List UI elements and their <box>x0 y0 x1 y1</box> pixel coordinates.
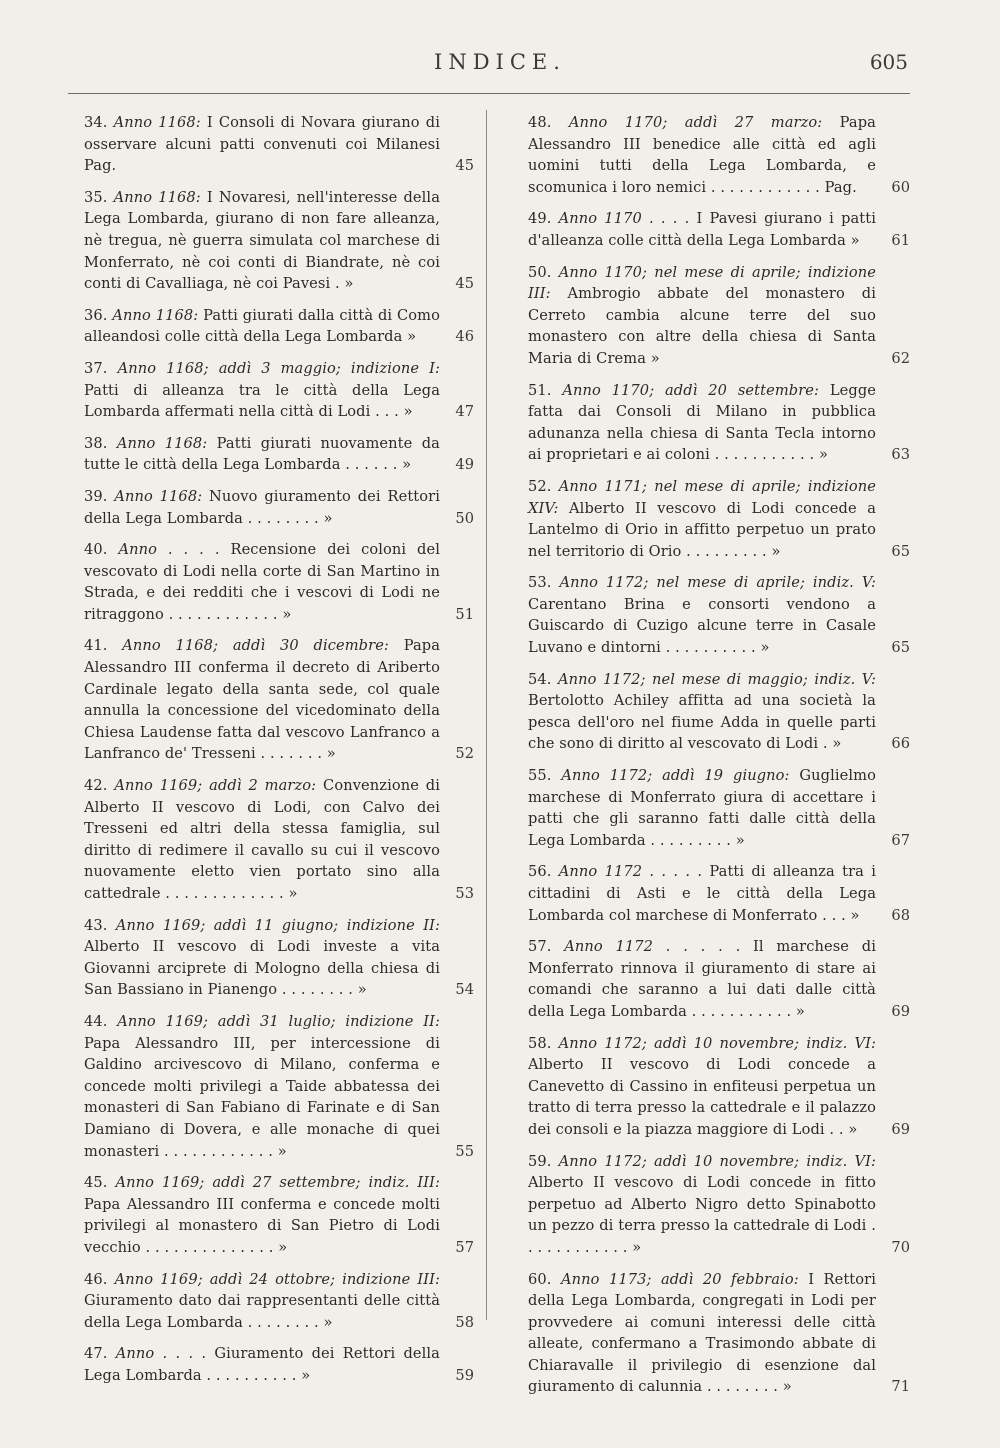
entry-date-heading: Anno . . . . <box>118 541 220 559</box>
entry-text <box>84 486 474 529</box>
entry-text <box>528 669 910 755</box>
index-entry <box>84 635 474 765</box>
entry-date-heading: Anno 1169; addì 31 luglio; indizione II: <box>117 1012 440 1030</box>
left-column <box>84 112 474 1396</box>
entry-text <box>84 539 474 625</box>
entry-page-number: 58 <box>455 1313 474 1331</box>
index-entry <box>84 1269 474 1334</box>
entry-number: 41. <box>84 637 108 655</box>
entry-number: 51. <box>528 381 552 399</box>
entry-description: Papa Alessandro III conferma e concede molti privilegi al monastero di San Pietro di Lodi vecchio . . . . . . . . . . . . . . » <box>84 1195 440 1256</box>
index-entry <box>84 1011 474 1162</box>
entry-description: Patti di alleanza tra le città della Lega Lombarda affermati nella città di Lodi . . . » <box>84 381 440 421</box>
entry-date-heading: Anno 1168: <box>113 188 201 206</box>
entry-text <box>84 305 474 348</box>
entry-page-number: 63 <box>891 446 910 464</box>
entry-description: Papa Alessandro III conferma il decreto di Ariberto Cardinale legato della santa sede, col quale annulla la concessione del vicedominato della Chiesa Laudense fatta dal vescovo Lanfranco a Lanfranco de' Tresseni . . . . . . . » <box>84 637 441 763</box>
entry-description: I Rettori della Lega Lombarda, congregati in Lodi per provvedere ai comuni interessi delle città alleate, confermano a Trasimondo abbate di Chiaravalle il privilegio di esenzione dal giuramento di calunnia . . . . . . . . » <box>528 1270 876 1396</box>
entry-page-number: 49 <box>455 456 474 474</box>
entry-page-number: 53 <box>455 885 474 902</box>
entry-description: Patti di alleanza tra i cittadini di Asti e le città della Lega Lombarda col marchese di Monferrato . . . » <box>528 863 876 924</box>
entry-number: 56. <box>528 863 552 881</box>
index-entry <box>84 1172 474 1258</box>
entry-page-number: 69 <box>891 1002 910 1020</box>
index-entry <box>84 915 474 1001</box>
entry-text <box>528 476 910 562</box>
index-entry <box>84 112 474 177</box>
entry-text <box>84 1172 474 1258</box>
entry-page-number: 70 <box>891 1238 910 1256</box>
entry-text <box>84 1343 474 1386</box>
header-rule <box>68 93 910 94</box>
entry-number: 38. <box>84 434 108 452</box>
entry-page-number: 52 <box>455 745 474 763</box>
entry-page-number: 46 <box>455 328 474 346</box>
entry-number: 58. <box>528 1034 552 1052</box>
entry-text <box>528 765 910 851</box>
entry-text <box>84 1269 474 1334</box>
entry-number: 37. <box>84 359 108 377</box>
entry-number: 39. <box>84 487 108 505</box>
index-entry <box>84 187 474 295</box>
entry-date-heading: Anno 1169; addì 24 ottobre; indizione III: <box>114 1270 440 1288</box>
entry-date-heading: Anno 1168: <box>113 114 201 131</box>
entry-date-heading: Anno 1168: <box>112 306 199 324</box>
entry-number: 45. <box>84 1174 108 1192</box>
index-entry <box>528 262 910 370</box>
entry-page-number: 67 <box>891 831 910 849</box>
entry-number: 46. <box>84 1270 108 1288</box>
entry-description: I Pavesi giurano i patti d'alleanza colle città della Lega Lombarda » <box>528 210 877 249</box>
entry-text <box>84 1011 474 1162</box>
index-entry <box>528 861 910 926</box>
entry-page-number: 45 <box>455 275 474 293</box>
entry-text <box>528 572 910 658</box>
entry-text <box>84 358 474 423</box>
index-entry <box>528 380 910 466</box>
entry-page-number: 65 <box>891 542 910 560</box>
entry-description: Patti giurati dalla città di Como alleandosi colle città della Lega Lombarda » <box>84 306 441 346</box>
entry-page-number: 47 <box>455 403 474 421</box>
entry-text <box>528 1033 910 1141</box>
entry-date-heading: Anno 1170 . . . . <box>558 210 690 228</box>
entry-number: 49. <box>528 210 552 228</box>
entry-description: Alberto II vescovo di Lodi investe a vita Giovanni arciprete di Mologno della chiesa di San Bassiano in Pianengo . . . . . . . . » <box>84 938 440 999</box>
entry-description: Carentano Brina e consorti vendono a Guiscardo di Cuzigo alcune terre in Casale Luvano e dintorni . . . . . . . . . . » <box>528 595 876 657</box>
entry-date-heading: Anno 1172; nel mese di aprile; indiz. V: <box>559 574 877 592</box>
entry-page-number: 45 <box>455 157 474 175</box>
index-entry <box>84 433 474 476</box>
entry-description: Bertolotto Achiley affitta ad una società la pesca dell'oro nel fiume Adda in quelle parti che sono di diritto al vescovato di Lodi . » <box>528 692 876 753</box>
entry-date-heading: Anno 1172; addì 19 giugno: <box>561 767 790 785</box>
index-entry <box>528 1033 910 1141</box>
entry-description: Papa Alessandro III benedice alle città ed agli uomini tutti della Lega Lombarda, e scomunica i loro nemici . . . . . . . . . . . . Pag. <box>528 114 876 196</box>
entry-page-number: 61 <box>891 231 910 249</box>
entry-date-heading: Anno 1170; addì 27 marzo: <box>568 114 823 131</box>
index-entry <box>84 358 474 423</box>
column-divider <box>486 110 487 1320</box>
entry-description: Alberto II vescovo di Lodi concede a Lantelmo di Orio in affitto perpetuo un prato nel territorio di Orio . . . . . . . . . » <box>528 499 876 560</box>
entry-text <box>528 112 910 198</box>
entry-description: I Consoli di Novara giurano di osservare alcuni patti convenuti coi Milanesi Pag. <box>84 114 440 175</box>
entry-date-heading: Anno 1172; addì 10 novembre; indiz. VI: <box>558 1152 876 1170</box>
entry-page-number: 50 <box>455 509 474 527</box>
entry-text <box>84 433 474 476</box>
entry-text <box>528 936 910 1022</box>
entry-number: 43. <box>84 916 108 934</box>
entry-text <box>84 112 474 177</box>
entry-description: Il marchese di Monferrato rinnova il giuramento di stare ai comandi che saranno a lui dati dalle città della Lega Lombarda . . . . . . . . . . . » <box>528 938 876 1020</box>
entry-text <box>528 1151 910 1259</box>
index-entry <box>84 305 474 348</box>
entry-number: 59. <box>528 1152 552 1170</box>
entry-text <box>528 1269 910 1399</box>
entry-number: 57. <box>528 938 552 956</box>
entry-description: Patti giurati nuovamente da tutte le città della Lega Lombarda . . . . . . » <box>84 434 440 474</box>
entry-date-heading: Anno 1172; addì 10 novembre; indiz. VI: <box>558 1034 876 1052</box>
index-entry <box>528 476 910 562</box>
entry-number: 60. <box>528 1270 552 1288</box>
page-number: 605 <box>869 50 908 74</box>
entry-text <box>528 262 910 370</box>
entry-number: 47. <box>84 1345 108 1363</box>
index-entry <box>84 1343 474 1386</box>
entry-page-number: 68 <box>891 906 910 924</box>
entry-number: 54. <box>528 670 552 688</box>
entry-page-number: 69 <box>891 1120 910 1138</box>
entry-text <box>84 915 474 1001</box>
entry-page-number: 55 <box>455 1142 474 1160</box>
entry-description: Legge fatta dai Consoli di Milano in pubblica adunanza nella chiesa di Santa Tecla intorno ai proprietari e ai coloni . . . . . . . . . . . » <box>528 381 876 464</box>
entry-number: 40. <box>84 541 108 559</box>
index-entry <box>84 539 474 625</box>
entry-date-heading: Anno 1169; addì 27 settembre; indiz. III: <box>115 1174 440 1192</box>
entry-description: Giuramento dei Rettori della Lega Lombarda . . . . . . . . . . » <box>84 1345 440 1384</box>
entry-text <box>84 775 474 905</box>
entry-description: Convenzione di Alberto II vescovo di Lodi, con Calvo dei Tresseni ed altri della stessa famiglia, sul diritto di redimere il cavallo su cui il vescovo nuovamente eletto vien portato sino alla cattedrale . . . . . . . . . . . . . » <box>84 777 441 902</box>
index-entry <box>84 486 474 529</box>
entry-number: 36. <box>84 306 108 324</box>
entry-number: 52. <box>528 477 552 495</box>
entry-date-heading: Anno 1168; addì 30 dicembre: <box>122 637 389 655</box>
entry-date-heading: Anno 1169; addì 11 giugno; indizione II: <box>115 916 440 934</box>
entry-number: 35. <box>84 188 108 206</box>
entry-text <box>84 635 474 765</box>
entry-number: 42. <box>84 777 108 795</box>
entry-text <box>528 208 910 251</box>
entry-date-heading: Anno 1168; addì 3 maggio; indizione I: <box>117 359 440 377</box>
entry-number: 50. <box>528 263 552 281</box>
index-entry <box>84 775 474 905</box>
entry-description: Alberto II vescovo di Lodi concede a Canevetto di Cassino in enfiteusi perpetua un tratto di terra presso la cattedrale e il palazzo dei consoli e la piazza maggiore di Lodi . . » <box>528 1056 876 1138</box>
entry-page-number: 60 <box>891 178 910 196</box>
entry-description: Giuramento dato dai rappresentanti delle città della Lega Lombarda . . . . . . . . » <box>84 1292 440 1331</box>
entry-description: Recensione dei coloni del vescovato di Lodi nella corte di San Martino in Strada, e dei redditi che i vescovi di Lodi ne ritraggono . . . . . . . . . . . . » <box>84 541 440 623</box>
index-entry <box>528 572 910 658</box>
entry-page-number: 54 <box>455 981 474 999</box>
entry-date-heading: Anno . . . . <box>115 1345 207 1363</box>
entry-date-heading: Anno 1173; addì 20 febbraio: <box>560 1270 799 1288</box>
entry-page-number: 57 <box>455 1238 474 1256</box>
entry-date-heading: Anno 1172 . . . . . <box>564 938 741 956</box>
index-entry <box>528 936 910 1022</box>
entry-number: 53. <box>528 574 552 592</box>
entry-date-heading: Anno 1168: <box>116 434 208 452</box>
entry-number: 44. <box>84 1012 108 1030</box>
entry-text <box>84 187 474 295</box>
entry-page-number: 59 <box>455 1366 474 1384</box>
entry-number: 48. <box>528 114 552 131</box>
entry-page-number: 65 <box>891 639 910 657</box>
right-column <box>528 112 910 1408</box>
entry-description: Nuovo giuramento dei Rettori della Lega Lombarda . . . . . . . . » <box>84 487 440 527</box>
entry-date-heading: Anno 1170; addì 20 settembre: <box>562 381 820 399</box>
entry-number: 55. <box>528 767 552 785</box>
entry-number: 34. <box>84 114 108 131</box>
entry-description: Ambrogio abbate del monastero di Cerreto cambia alcune terre del suo monastero con altre della chiesa di Santa Maria di Crema » <box>528 285 876 367</box>
entry-date-heading: Anno 1172 . . . . . <box>558 863 703 881</box>
entry-date-heading: Anno 1172; nel mese di maggio; indiz. V: <box>557 670 876 688</box>
entry-date-heading: Anno 1170; nel mese di aprile; indizione III: <box>528 263 876 303</box>
entry-description: Guglielmo marchese di Monferrato giura di accettare i patti che gli saranno fatti dalle città della Lega Lombarda . . . . . . . . . » <box>528 767 876 849</box>
page-heading: INDICE. <box>434 50 566 74</box>
entry-page-number: 66 <box>891 735 910 753</box>
entry-text <box>528 861 910 926</box>
entry-date-heading: Anno 1169; addì 2 marzo: <box>114 777 317 795</box>
entry-date-heading: Anno 1168: <box>114 487 203 505</box>
entry-description: I Novaresi, nell'interesse della Lega Lombarda, giurano di non fare alleanza, nè tregua, nè guerra simulata col marchese di Monferrato, nè coi conti di Biandrate, nè coi conti di Cavalliaga, nè coi Pavesi . » <box>84 188 440 293</box>
entry-text <box>528 380 910 466</box>
entry-page-number: 71 <box>891 1378 910 1396</box>
index-entry <box>528 208 910 251</box>
entry-page-number: 62 <box>891 349 910 367</box>
index-entry <box>528 1269 910 1399</box>
entry-date-heading: Anno 1171; nel mese di aprile; indizione XIV: <box>528 477 876 517</box>
entry-description: Alberto II vescovo di Lodi concede in fitto perpetuo ad Alberto Nigro detto Spinabotto un pezzo di terra presso la cattedrale di Lodi . . . . . . . . . . . . » <box>528 1174 876 1256</box>
index-entry <box>528 669 910 755</box>
index-entry <box>528 1151 910 1259</box>
entry-description: Papa Alessandro III, per intercessione di Galdino arcivescovo di Milano, conferma e concede molti privilegi a Taide abbatessa dei monasteri di San Fabiano di Farinate e di San Damiano di Dovera, e alle monache di quei monasteri . . . . . . . . . . . . » <box>84 1034 440 1160</box>
index-entry <box>528 112 910 198</box>
index-entry <box>528 765 910 851</box>
entry-page-number: 51 <box>455 605 474 623</box>
